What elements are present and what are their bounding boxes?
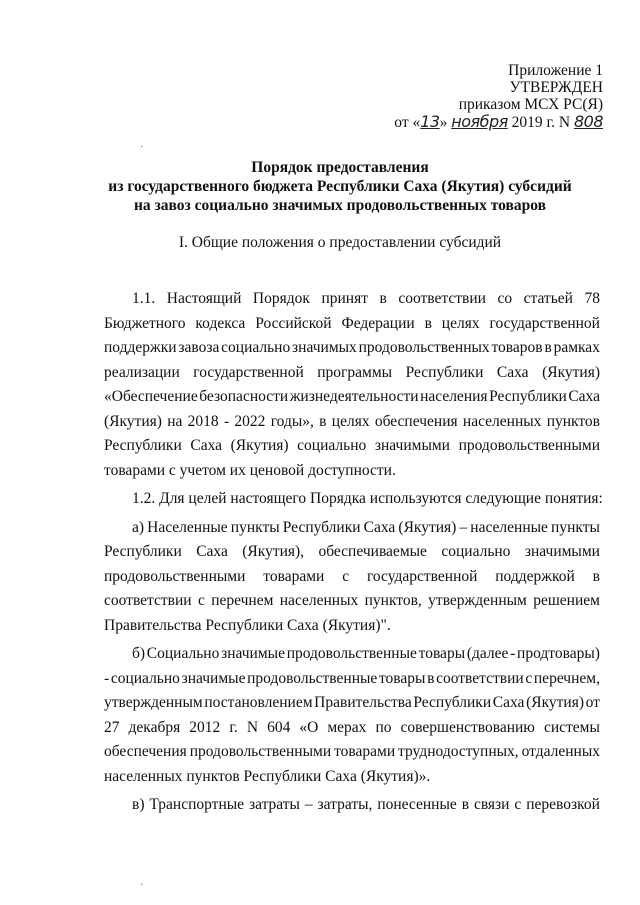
- paragraph-a: [104, 516, 600, 639]
- word: принят: [321, 290, 368, 307]
- word: с: [514, 796, 522, 813]
- word: Федерации: [341, 314, 415, 332]
- word: (Якутия): [526, 694, 584, 711]
- word: статьей: [523, 290, 573, 307]
- word: перевозкой: [526, 796, 600, 813]
- word: перечнем,: [533, 669, 600, 687]
- word: обеспечения: [374, 412, 458, 430]
- word: в: [319, 412, 327, 430]
- word: значимыми: [524, 543, 600, 560]
- text-line: [104, 540, 600, 565]
- word: продовольственных: [358, 339, 490, 356]
- word: с: [342, 567, 350, 585]
- word: «О: [299, 718, 319, 736]
- word: в: [461, 796, 470, 813]
- word: программы: [317, 363, 393, 381]
- word: Саха: [492, 694, 525, 711]
- word: годы»,: [270, 412, 314, 430]
- word: Саха: [496, 363, 529, 381]
- word: продовольственными: [104, 567, 246, 585]
- word: 2022: [234, 412, 266, 430]
- word: с: [197, 592, 205, 609]
- word: значимые: [181, 669, 246, 687]
- word: пунктов,: [364, 592, 422, 609]
- date-year: 2019 г. N: [511, 114, 571, 131]
- word: товарами: [263, 567, 325, 585]
- word: N: [246, 718, 259, 736]
- word: (Якутия): [398, 518, 457, 536]
- title-line-2: из государственного бюджета Республики Саха (Якутия) субсидий: [108, 178, 572, 195]
- word: постановлением: [204, 694, 313, 711]
- word: -: [510, 645, 516, 662]
- title-line-1: Порядок предоставления: [251, 159, 429, 176]
- word: а): [132, 518, 145, 536]
- word: в): [132, 796, 145, 813]
- text-line: [104, 312, 600, 337]
- word: соответствии: [436, 669, 524, 687]
- title-line-3: на завоз социально значимых продовольственных товаров: [133, 197, 547, 214]
- word: 2012: [189, 718, 221, 736]
- word: от: [585, 694, 600, 711]
- word: в: [427, 669, 435, 687]
- word: на: [167, 412, 183, 430]
- word: соответствии: [398, 290, 486, 307]
- word: в: [592, 567, 600, 585]
- word: Республики: [282, 518, 361, 536]
- word: Правительства Республики Саха (Якутия)".: [104, 616, 391, 634]
- word: затраты,: [317, 796, 373, 813]
- word: обеспечения: [104, 743, 187, 760]
- approved-label: УТВЕРЖДЕН: [509, 79, 603, 96]
- word: 27: [104, 718, 120, 736]
- word: населенные: [470, 518, 548, 536]
- word: товары: [418, 645, 466, 662]
- word: государственной: [193, 363, 304, 381]
- text-line: [104, 765, 600, 790]
- text-line: [104, 642, 600, 667]
- word: Республики: [489, 388, 567, 405]
- word: 604: [267, 718, 291, 736]
- word: Транспортные: [149, 796, 245, 813]
- text-line: [104, 716, 600, 741]
- paragraph-1-1: [104, 287, 600, 483]
- word: понесенные: [377, 796, 457, 813]
- word: Саха: [196, 543, 228, 560]
- text-line: [104, 336, 600, 361]
- word: совершенствованию: [400, 718, 535, 736]
- word: продовольственные: [247, 669, 378, 687]
- word: (Якутия): [230, 437, 289, 454]
- word: рамках: [553, 339, 600, 356]
- word: Порядок: [252, 290, 310, 307]
- approval-header: [394, 62, 603, 131]
- text-line: [104, 565, 600, 590]
- word: в: [424, 314, 432, 332]
- text-line: [104, 691, 600, 716]
- word: обеспечиваемые: [318, 543, 427, 560]
- word: значимых: [292, 339, 357, 356]
- word: отдаленных: [521, 743, 600, 760]
- text-line: [104, 740, 600, 765]
- word: Социально: [146, 645, 220, 662]
- word: -: [223, 412, 230, 430]
- word: реализации: [104, 363, 180, 381]
- word: Настоящий: [166, 290, 242, 307]
- word: –: [459, 518, 468, 536]
- paragraph-1-2-text: 1.2. Для целей настоящего Порядка используются следующие понятия:: [132, 490, 603, 507]
- word: Саха: [363, 518, 396, 536]
- word: социально: [221, 339, 291, 356]
- word: значимыми: [374, 437, 450, 454]
- word: населенных: [462, 412, 542, 430]
- word: (Якутия): [542, 363, 600, 381]
- word: поддержкой: [495, 567, 575, 585]
- word: (Якутия),: [242, 543, 305, 560]
- word: продовольственными: [458, 437, 600, 454]
- word: по: [375, 718, 392, 736]
- text-line: [104, 385, 600, 410]
- word: населения: [420, 388, 488, 405]
- date-prefix: от «: [394, 114, 421, 131]
- word: соответствии: [104, 592, 192, 609]
- scan-speck: ·: [140, 142, 144, 153]
- word: в: [544, 339, 552, 356]
- word: Республики: [405, 363, 484, 381]
- word: социально: [297, 437, 367, 454]
- word: населенных: [279, 592, 359, 609]
- text-line: [104, 287, 600, 312]
- word: жизнедеятельности: [289, 388, 419, 405]
- word: Саха: [190, 437, 223, 454]
- section-heading: I. Общие положения о предоставлении субсидий: [178, 234, 502, 251]
- text-line: [104, 410, 600, 435]
- word: пункты: [551, 518, 600, 536]
- word: перечнем: [211, 592, 274, 609]
- word: -: [104, 669, 110, 687]
- word: (Якутия): [104, 412, 162, 430]
- word: б): [132, 645, 146, 662]
- document-body: [104, 287, 603, 818]
- word: утвержденным: [104, 694, 203, 711]
- word: (далее: [466, 645, 509, 662]
- word: безопасности: [199, 388, 289, 405]
- word: мерах: [327, 718, 367, 736]
- word: решением: [533, 592, 600, 609]
- word: Саха: [568, 388, 600, 405]
- word: государственной: [366, 567, 478, 585]
- word: целях: [441, 314, 480, 332]
- word: кодекса: [195, 314, 246, 332]
- word: пункты: [230, 518, 280, 536]
- word: Бюджетного: [104, 314, 186, 332]
- word: «Обеспечение: [104, 388, 198, 405]
- word: товары: [378, 669, 426, 687]
- word: целях: [331, 412, 370, 430]
- paragraph-v: [104, 793, 600, 818]
- word: Республики: [104, 543, 182, 560]
- appendix-label: Приложение 1: [508, 62, 603, 79]
- word: продовольственными: [189, 743, 332, 760]
- word: пунктов: [546, 412, 600, 430]
- word: поддержки: [104, 339, 177, 356]
- word: г.: [229, 718, 238, 736]
- paragraph-b: [104, 642, 600, 789]
- word: декабря: [128, 718, 181, 736]
- word: Российской: [255, 314, 332, 332]
- scan-speck: ·: [140, 880, 144, 891]
- word: Республики: [104, 437, 182, 454]
- word: социально: [441, 543, 511, 560]
- text-line: [104, 459, 600, 484]
- word: –: [304, 796, 313, 813]
- word: товарами: [334, 743, 396, 760]
- word: системы: [543, 718, 600, 736]
- paragraph-1-2: [104, 487, 603, 512]
- document-title: [60, 158, 620, 215]
- text-line: [104, 667, 600, 692]
- handwritten-month: ноября: [451, 112, 508, 131]
- word: 1.1.: [132, 290, 156, 307]
- word: Населенные: [147, 518, 228, 536]
- word: 78: [584, 290, 600, 307]
- word: продовольственные: [286, 645, 417, 662]
- word: населенных пунктов Республики Саха (Якутия)».: [104, 767, 431, 785]
- word: товарами с учетом их ценовой доступности.: [104, 461, 396, 479]
- text-line: [104, 361, 600, 386]
- handwritten-day: 13: [420, 112, 440, 131]
- word: со: [497, 290, 513, 307]
- handwritten-order-number: 808: [573, 112, 603, 131]
- date-mid: »: [439, 114, 448, 131]
- word: продтовары): [517, 645, 600, 662]
- word: труднодоступных,: [398, 743, 519, 760]
- text-line: [104, 434, 600, 459]
- word: государственной: [489, 314, 600, 332]
- word: социально: [110, 669, 180, 687]
- text-line: [104, 614, 600, 639]
- word: 2018: [187, 412, 219, 430]
- word: Республики: [413, 694, 492, 711]
- word: Правительства: [314, 694, 412, 711]
- word: с: [525, 669, 533, 687]
- word: связи: [473, 796, 510, 813]
- word: в: [379, 290, 387, 307]
- text-line: [104, 589, 600, 614]
- order-label: приказом МСХ РС(Я): [458, 96, 603, 113]
- word: значимые: [221, 645, 285, 662]
- text-line: [104, 793, 600, 818]
- word: утвержденным: [428, 592, 527, 609]
- word: затраты: [248, 796, 300, 813]
- text-line: [104, 516, 600, 541]
- word: товаров: [491, 339, 543, 356]
- order-date-line: [394, 113, 603, 131]
- word: завоза: [178, 339, 220, 356]
